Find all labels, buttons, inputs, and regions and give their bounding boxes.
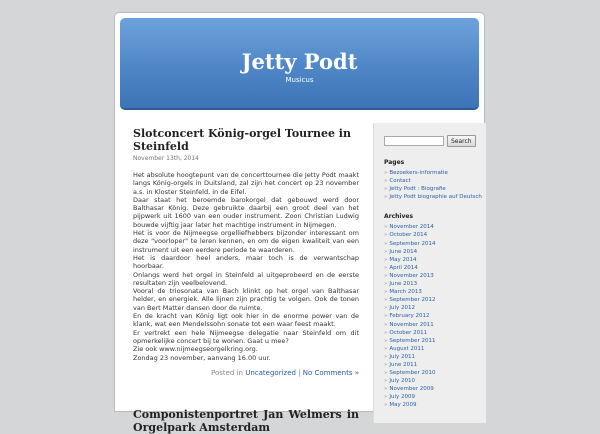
archive-item bbox=[384, 321, 486, 329]
archive-item bbox=[384, 223, 486, 231]
post-title-link[interactable] bbox=[133, 408, 359, 434]
blog-description: Musicus bbox=[285, 76, 314, 84]
bullet-icon: » bbox=[384, 370, 388, 377]
archive-item bbox=[384, 312, 486, 320]
archive-item bbox=[384, 304, 486, 312]
comments-link[interactable]: No Comments » bbox=[302, 368, 359, 377]
search-button[interactable]: Search bbox=[447, 135, 476, 147]
page-item bbox=[384, 193, 486, 201]
pages-list bbox=[384, 169, 486, 201]
archive-item-link[interactable]: July 2010 bbox=[389, 378, 416, 385]
bullet-icon: » bbox=[384, 289, 388, 296]
bullet-icon: » bbox=[384, 353, 388, 360]
bullet-icon: » bbox=[384, 178, 388, 185]
archive-item bbox=[384, 337, 486, 345]
bullet-icon: » bbox=[384, 402, 388, 409]
archive-item-link[interactable]: September 2014 bbox=[389, 240, 436, 247]
archives-list bbox=[384, 223, 486, 409]
archive-item-link[interactable]: June 2013 bbox=[389, 281, 418, 288]
bullet-icon: » bbox=[384, 313, 388, 320]
bullet-icon: » bbox=[384, 321, 388, 328]
archive-item bbox=[384, 256, 486, 264]
post bbox=[133, 127, 359, 377]
archive-item-link[interactable]: September 2011 bbox=[389, 337, 436, 344]
bullet-icon: » bbox=[384, 281, 388, 288]
post-entry bbox=[133, 171, 359, 362]
blog-title-link[interactable]: Jetty Podt bbox=[241, 49, 358, 74]
archive-item bbox=[384, 393, 486, 401]
post-title-line: Componistenportret Jan Welmers in bbox=[133, 407, 359, 421]
bullet-icon: » bbox=[384, 305, 388, 312]
archive-item-link[interactable]: November 2013 bbox=[389, 272, 434, 279]
archive-item bbox=[384, 345, 486, 353]
post-meta bbox=[133, 369, 359, 377]
post-paragraph: Zondag 23 november, aanvang 16.00 uur. bbox=[133, 353, 271, 362]
archive-item-link[interactable]: June 2014 bbox=[389, 248, 418, 255]
archive-item bbox=[384, 288, 486, 296]
archive-item bbox=[384, 296, 486, 304]
post-paragraph: Het is voor de Nijmeegse orgelliefhebbers bijzonder interessant om deze "voorloper" te leren kennen, en om de eigen kwaliteit van een instrument uit een eerdere periode te waarderen. bbox=[133, 229, 359, 254]
archive-item bbox=[384, 353, 486, 361]
archive-item bbox=[384, 248, 486, 256]
archive-item bbox=[384, 329, 486, 337]
archive-item-link[interactable]: October 2011 bbox=[389, 329, 428, 336]
archive-item bbox=[384, 272, 486, 280]
pages-widget-title: Pages bbox=[384, 159, 405, 166]
archive-item-link[interactable]: August 2011 bbox=[389, 345, 425, 352]
post-paragraph: Zie ook www.nijmeegseorgelkring.org. bbox=[133, 345, 258, 354]
bullet-icon: » bbox=[384, 224, 388, 231]
archive-item bbox=[384, 280, 486, 288]
bullet-icon: » bbox=[384, 232, 388, 239]
post-paragraph: Het is daardoor heel anders, maar toch is de verwantschap hoorbaar. bbox=[133, 253, 359, 271]
bullet-icon: » bbox=[384, 329, 388, 336]
archive-item bbox=[384, 361, 486, 369]
blog-header bbox=[120, 18, 479, 110]
archive-item bbox=[384, 377, 486, 385]
posted-in-label: Posted in bbox=[210, 368, 243, 377]
archive-item bbox=[384, 231, 486, 239]
post-paragraph: Daar staat het beroemde barokorgel dat gebouwd werd door Balthasar König. Deze gebruikte daarbij een groot deel van het pijpwerk uit 1600 van een ouder instrument. Zoon Christian Ludwig bouwde vijftig jaar later het machtige instrument in Nijmegen. bbox=[133, 195, 359, 229]
archive-item bbox=[384, 401, 486, 409]
post-paragraph: Onlangs werd het orgel in Steinfeld al uitgeprobeerd en de eerste resultaten zijn veelbelovend. bbox=[133, 270, 359, 287]
post-paragraph: Vooral de triosonata van Bach klinkt op het orgel van Balthasar helder, en energiek. Alle lijnen zijn prachtig te volgen. Ook de tonen van Bert Matter dansen door de ruimte. bbox=[133, 287, 359, 312]
archive-item-link[interactable]: November 2011 bbox=[389, 321, 434, 328]
archive-item-link[interactable]: February 2012 bbox=[389, 313, 430, 320]
archive-item-link[interactable]: November 2009 bbox=[389, 386, 434, 393]
bullet-icon: » bbox=[384, 345, 388, 352]
post-title-link[interactable]: Slotconcert König-orgel Tournee in Steinfeld bbox=[133, 127, 351, 153]
archive-item bbox=[384, 264, 486, 272]
bullet-icon: » bbox=[384, 361, 388, 368]
page-item-link[interactable]: Jetty Podt : Biografie bbox=[389, 186, 446, 193]
archive-item bbox=[384, 385, 486, 393]
archive-item-link[interactable]: September 2012 bbox=[389, 297, 436, 304]
bullet-icon: » bbox=[384, 264, 388, 271]
page-item bbox=[384, 185, 486, 193]
archive-item-link[interactable]: May 2014 bbox=[389, 256, 417, 263]
post-paragraph: En de kracht van König ligt ook hier in de enorme power van de klank, wat een Mendelssohn sonate tot een waar feest maakt. bbox=[133, 312, 359, 329]
bullet-icon: » bbox=[384, 394, 388, 401]
page-item bbox=[384, 169, 486, 177]
bullet-icon: » bbox=[384, 170, 388, 176]
sidebar bbox=[373, 123, 486, 423]
search-form bbox=[384, 135, 486, 147]
post bbox=[133, 408, 359, 434]
archive-item bbox=[384, 369, 486, 377]
bullet-icon: » bbox=[384, 240, 388, 247]
archive-item-link[interactable]: May 2009 bbox=[389, 402, 417, 409]
page-item-link[interactable]: Contact bbox=[389, 178, 411, 185]
post-title-line: Orgelpark Amsterdam bbox=[133, 420, 271, 434]
archive-item-link[interactable]: November 2014 bbox=[389, 224, 434, 231]
bullet-icon: » bbox=[384, 378, 388, 385]
archive-item-link[interactable]: October 2014 bbox=[389, 232, 428, 239]
page-container bbox=[114, 12, 485, 434]
archive-item bbox=[384, 240, 486, 248]
archive-item-link[interactable]: June 2011 bbox=[389, 361, 418, 368]
archive-item-link[interactable]: September 2010 bbox=[389, 370, 436, 377]
meta-separator: | bbox=[298, 368, 301, 377]
archive-item-link[interactable]: July 2009 bbox=[389, 394, 416, 401]
archive-item-link[interactable]: July 2011 bbox=[389, 353, 416, 360]
post-paragraph: Het absolute hoogtepunt van de concerttournee die Jetty Podt maakt langs König-orgels in Duitsland, zal zijn het concert op 23 november a.s. in Kloster Steinfeld, in de Eifel. bbox=[133, 171, 359, 196]
bullet-icon: » bbox=[384, 337, 388, 344]
bullet-icon: » bbox=[384, 186, 388, 193]
bullet-icon: » bbox=[384, 194, 388, 201]
archives-widget-title: Archives bbox=[384, 213, 414, 221]
bullet-icon: » bbox=[384, 386, 388, 393]
post-paragraph: Er vertrekt een hele Nijmeegse delegatie naar Steinfeld om dit opmerkelijke concert bij te wonen. Gaat u mee? bbox=[133, 328, 359, 345]
page-item-link[interactable]: Bezoekers-informatie bbox=[389, 170, 448, 176]
archive-item-link[interactable]: July 2012 bbox=[389, 305, 416, 312]
bullet-icon: » bbox=[384, 297, 388, 304]
archive-item-link[interactable]: March 2013 bbox=[389, 289, 422, 296]
bullet-icon: » bbox=[384, 248, 388, 255]
archive-item-link[interactable]: April 2014 bbox=[389, 264, 418, 271]
page-item-link[interactable]: Jetty Podt biographie auf Deutsch bbox=[389, 194, 482, 201]
search-input[interactable] bbox=[384, 136, 444, 146]
page-item bbox=[384, 177, 486, 185]
main-content bbox=[133, 127, 359, 434]
category-link[interactable]: Uncategorized bbox=[245, 368, 296, 377]
bullet-icon: » bbox=[384, 272, 388, 279]
bullet-icon: » bbox=[384, 256, 388, 263]
post-date: November 13th, 2014 bbox=[133, 155, 199, 162]
